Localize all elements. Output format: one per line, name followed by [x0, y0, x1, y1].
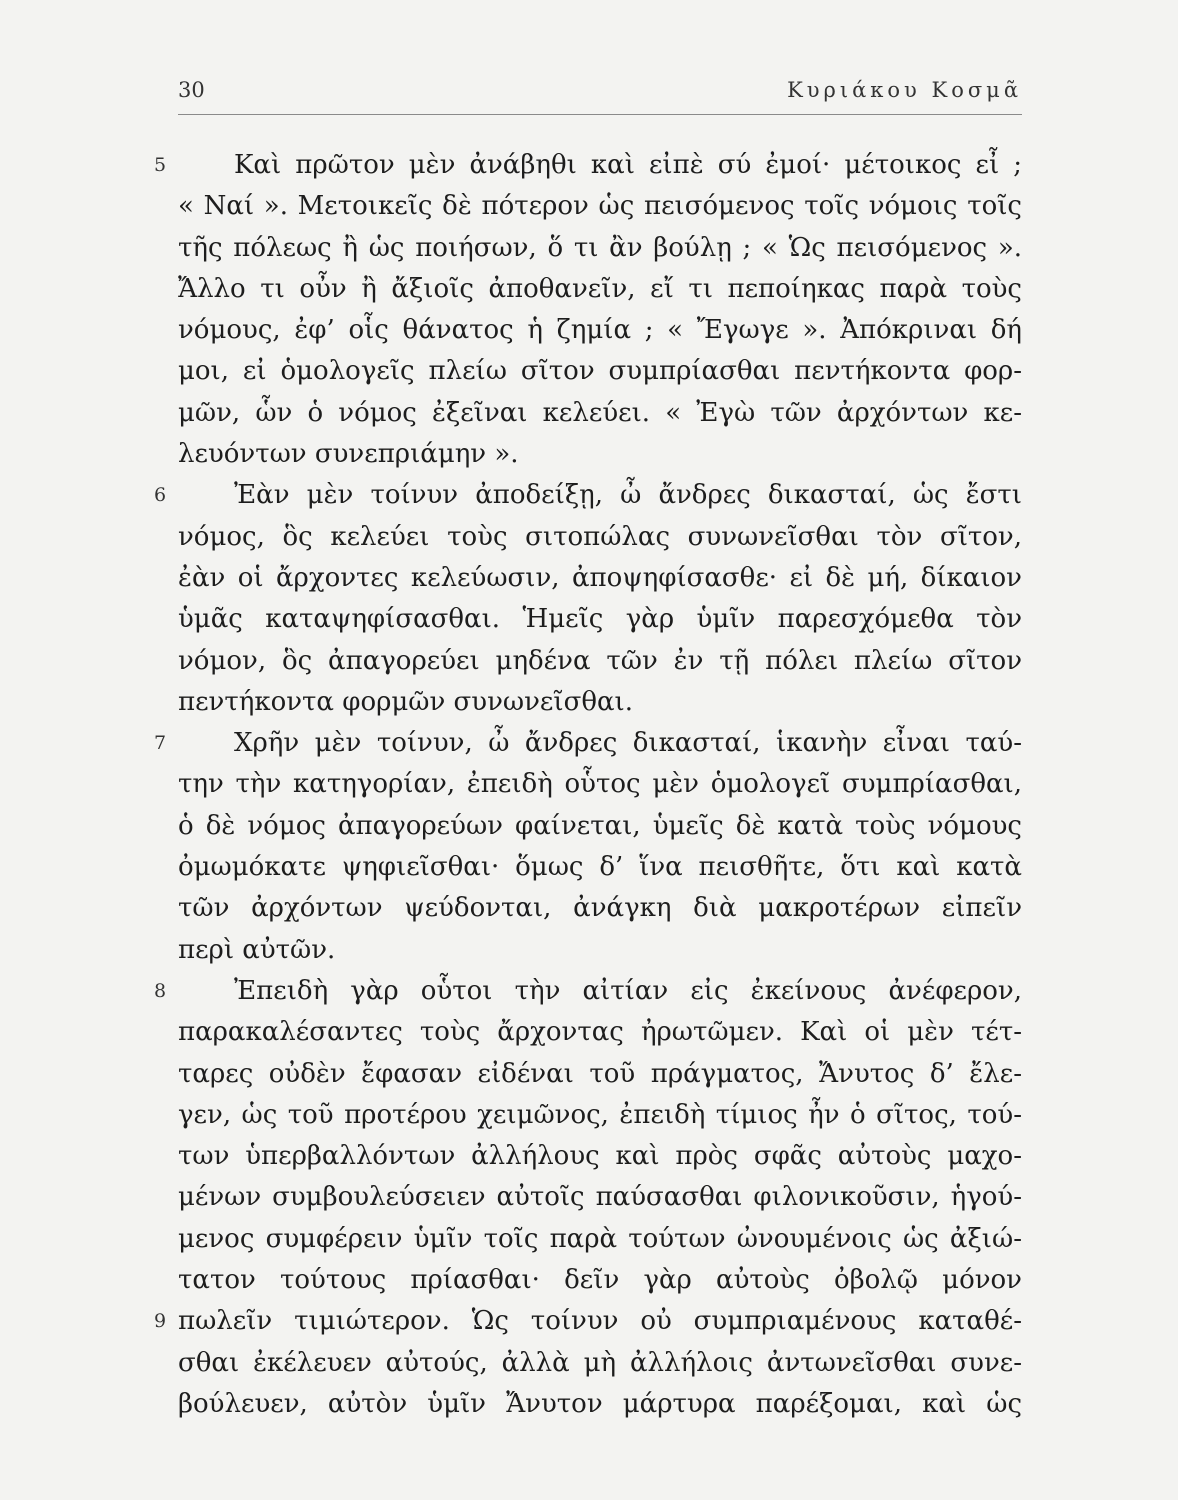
section-number: 7	[154, 732, 167, 755]
line-text: νόμον, ὃς ἀπαγορεύει μηδένα τῶν ἐν τῇ πόλει πλείω σῖτον	[178, 645, 1022, 676]
line-text: ὑμᾶς καταψηφίσασθαι. Ἡμεῖς γὰρ ὑμῖν παρεσχόμεθα τὸν	[178, 604, 1022, 635]
section-number: 6	[154, 484, 167, 507]
text-line	[154, 475, 1022, 516]
line-text: μένων συμβουλεύσειεν αὐτοῖς παύσασθαι φιλονικοῦσιν, ἡγού-	[178, 1182, 1022, 1213]
line-text: ὀμωμόκατε ψηφιεῖσθαι· ὅμως δ’ ἵνα πεισθῆτε, ὅτι καὶ κατὰ	[178, 852, 1022, 883]
text-line	[178, 806, 1022, 847]
line-text: σθαι ἐκέλευεν αὐτούς, ἀλλὰ μὴ ἀλλήλοις ἀντωνεῖσθαι συνε-	[178, 1347, 1022, 1378]
page-number: 30	[178, 78, 205, 102]
text-line	[178, 682, 1022, 723]
line-text: τατον τούτους πρίασθαι· δεῖν γὰρ αὐτοὺς ὀβολῷ μόνον	[178, 1265, 1022, 1296]
text-line	[178, 1384, 1022, 1425]
line-text: πεντήκοντα φορμῶν συνωνεῖσθαι.	[178, 686, 633, 717]
body-text	[154, 145, 1022, 1425]
text-line	[178, 1054, 1022, 1095]
text-line	[178, 764, 1022, 805]
text-line	[178, 1095, 1022, 1136]
line-text: παρακαλέσαντες τοὺς ἄρχοντας ἠρωτῶμεν. Καὶ οἱ μὲν τέτ-	[178, 1017, 1022, 1048]
text-line	[154, 1301, 1022, 1342]
line-text: ἐὰν οἱ ἄρχοντες κελεύωσιν, ἀποψηφίσασθε· εἰ δὲ μή, δίκαιον	[178, 562, 1022, 593]
line-text: νόμους, ἐφ’ οἷς θάνατος ἡ ζημία ; « Ἔγωγε ». Ἀπόκριναι δή	[178, 315, 1022, 346]
text-line	[178, 269, 1022, 310]
line-text: γεν, ὡς τοῦ προτέρου χειμῶνος, ἐπειδὴ τίμιος ἦν ὁ σῖτος, τού-	[178, 1099, 1022, 1130]
page-header	[178, 78, 1022, 115]
text-line	[178, 1177, 1022, 1218]
line-text: τῆς πόλεως ἢ ὡς ποιήσων, ὅ τι ἂν βούλῃ ; « Ὡς πεισόμενος ».	[178, 232, 1022, 263]
text-line	[178, 847, 1022, 888]
text-line	[178, 310, 1022, 351]
text-line	[154, 145, 1022, 186]
text-line	[178, 1343, 1022, 1384]
line-text: ταρες οὐδὲν ἔφασαν εἰδέναι τοῦ πράγματος, Ἄνυτος δ’ ἔλε-	[178, 1058, 1022, 1089]
line-text: Χρῆν μὲν τοίνυν, ὦ ἄνδρες δικασταί, ἱκανὴν εἶναι ταύ-	[234, 728, 1022, 759]
line-text: πωλεῖν τιμιώτερον. Ὡς τοίνυν οὐ συμπριαμένους καταθέ-	[178, 1306, 1022, 1337]
section-number: 9	[154, 1310, 167, 1333]
line-text: μοι, εἰ ὁμολογεῖς πλείω σῖτον συμπρίασθαι πεντήκοντα φορ-	[178, 356, 1022, 387]
text-line	[154, 723, 1022, 764]
text-line	[178, 930, 1022, 971]
line-text: των ὑπερβαλλόντων ἀλλήλους καὶ πρὸς σφᾶς αὐτοὺς μαχο-	[178, 1141, 1022, 1172]
section-number: 8	[154, 979, 167, 1002]
line-text: Καὶ πρῶτον μὲν ἀνάβηθι καὶ εἰπὲ σύ ἐμοί· μέτοικος εἶ ;	[234, 150, 1022, 180]
text-line	[154, 971, 1022, 1012]
line-text: μενος συμφέρειν ὑμῖν τοῖς παρὰ τούτων ὠνουμένοις ὡς ἀξιώ-	[178, 1223, 1022, 1254]
line-text: τῶν ἀρχόντων ψεύδονται, ἀνάγκη διὰ μακροτέρων εἰπεῖν	[178, 893, 1022, 924]
text-line	[178, 1012, 1022, 1053]
line-text: Ἐὰν μὲν τοίνυν ἀποδείξῃ, ὦ ἄνδρες δικασταί, ὡς ἔστι	[234, 480, 1022, 511]
line-text: ὁ δὲ νόμος ἀπαγορεύων φαίνεται, ὑμεῖς δὲ κατὰ τοὺς νόμους	[178, 810, 1022, 841]
text-line	[178, 599, 1022, 640]
running-head: Κυριάκου Κοσμᾶ	[787, 78, 1022, 102]
line-text: βούλευεν, αὐτὸν ὑμῖν Ἄνυτον μάρτυρα παρέξομαι, καὶ ὡς	[178, 1388, 1022, 1419]
section-number: 5	[154, 154, 167, 176]
line-text: μῶν, ὧν ὁ νόμος ἐξεῖναι κελεύει. « Ἐγὼ τῶν ἀρχόντων κε-	[178, 397, 1022, 428]
line-text: λευόντων συνεπριάμην ».	[178, 439, 519, 470]
text-line	[178, 434, 1022, 475]
text-line	[178, 393, 1022, 434]
line-text: νόμος, ὃς κελεύει τοὺς σιτοπώλας συνωνεῖσθαι τὸν σῖτον,	[178, 521, 1022, 552]
text-line	[178, 1219, 1022, 1260]
text-line	[178, 517, 1022, 558]
text-line	[178, 186, 1022, 227]
text-line	[178, 641, 1022, 682]
text-line	[178, 351, 1022, 392]
line-text: Ἄλλο τι οὖν ἢ ἄξιοῖς ἀποθανεῖν, εἴ τι πεποίηκας παρὰ τοὺς	[178, 273, 1022, 304]
text-line	[178, 228, 1022, 269]
line-text: περὶ αὐτῶν.	[178, 934, 336, 965]
text-line	[178, 1136, 1022, 1177]
text-line	[178, 558, 1022, 599]
text-line	[178, 1260, 1022, 1301]
text-line	[178, 888, 1022, 929]
line-text: την τὴν κατηγορίαν, ἐπειδὴ οὗτος μὲν ὁμολογεῖ συμπρίασθαι,	[178, 769, 1022, 800]
line-text: Ἐπειδὴ γὰρ οὗτοι τὴν αἰτίαν εἰς ἐκείνους ἀνέφερον,	[234, 975, 1022, 1006]
line-text: « Ναί ». Μετοικεῖς δὲ πότερον ὡς πεισόμενος τοῖς νόμοις τοῖς	[178, 191, 1022, 222]
